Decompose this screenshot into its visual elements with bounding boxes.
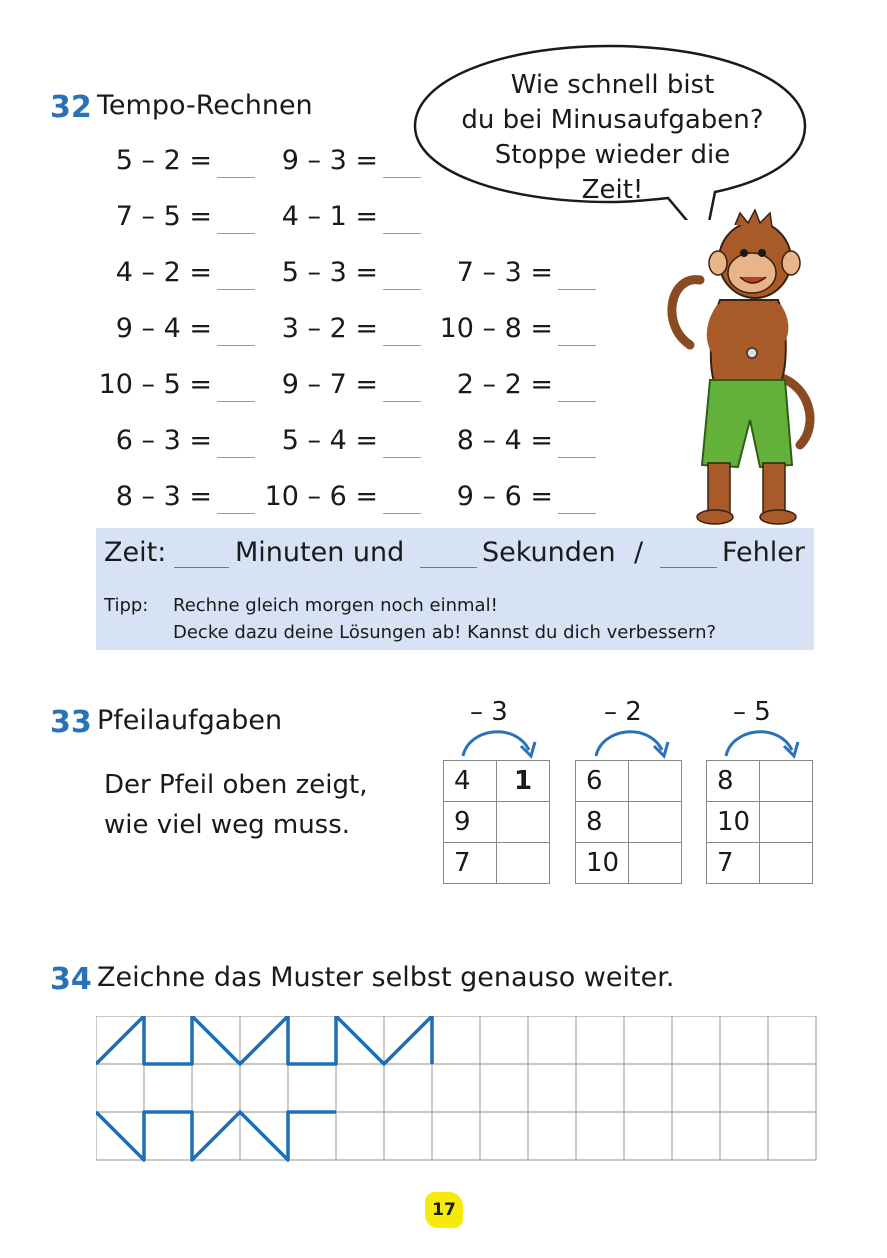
equation: 4 – 2 = (115, 257, 212, 288)
equation: 9 – 3 = (281, 145, 378, 176)
task-33-title: Pfeilaufgaben (97, 705, 283, 736)
pattern-row-1 (96, 1016, 432, 1064)
equation: 2 – 2 = (456, 369, 553, 400)
errors-blank[interactable] (660, 566, 717, 568)
equation: 10 – 6 = (264, 481, 378, 512)
equation: 3 – 2 = (281, 313, 378, 344)
answer-cell[interactable] (760, 802, 813, 843)
table-cell: 6 (576, 761, 629, 802)
answer-blank[interactable] (217, 176, 255, 178)
operator-label-1: – 3 (470, 697, 508, 727)
bubble-line-3: Stoppe wieder die (494, 140, 731, 170)
arrow-icon (455, 722, 545, 760)
answer-blank[interactable] (217, 344, 255, 346)
answer-cell[interactable] (760, 761, 813, 802)
answer-cell[interactable] (497, 802, 550, 843)
answer-blank[interactable] (217, 456, 255, 458)
table-cell: 4 (444, 761, 497, 802)
answer-blank[interactable] (383, 512, 421, 514)
answer-blank[interactable] (558, 456, 596, 458)
operator-label-3: – 5 (733, 697, 771, 727)
bubble-line-4: Zeit! (581, 175, 644, 205)
answer-blank[interactable] (383, 400, 421, 402)
bubble-line-1: Wie schnell bist (510, 70, 715, 100)
speech-bubble-text (430, 68, 795, 208)
answer-cell[interactable] (629, 761, 682, 802)
task-32-number: 32 (50, 90, 92, 125)
arrow-table-3 (706, 760, 813, 884)
equation: 8 – 3 = (115, 481, 212, 512)
arrow-icon (718, 722, 808, 760)
answer-cell[interactable] (629, 843, 682, 884)
table-cell: 10 (576, 843, 629, 884)
answer-cell[interactable]: 1 (497, 761, 550, 802)
equation: 5 – 4 = (281, 425, 378, 456)
answer-blank[interactable] (383, 456, 421, 458)
answer-blank[interactable] (217, 512, 255, 514)
answer-blank[interactable] (383, 232, 421, 234)
answer-cell[interactable] (497, 843, 550, 884)
equation: 6 – 3 = (115, 425, 212, 456)
answer-blank[interactable] (383, 288, 421, 290)
minuten-label: Minuten und (235, 537, 405, 568)
table-cell: 7 (444, 843, 497, 884)
answer-blank[interactable] (558, 400, 596, 402)
answer-blank[interactable] (217, 288, 255, 290)
equation: 10 – 8 = (439, 313, 553, 344)
arrow-icon (588, 722, 678, 760)
equation: 7 – 5 = (115, 201, 212, 232)
slash: / (634, 537, 644, 568)
answer-blank[interactable] (217, 400, 255, 402)
zeit-label: Zeit: (104, 537, 167, 568)
sekunden-label: Sekunden (482, 537, 616, 568)
equation: 5 – 2 = (115, 145, 212, 176)
equation: 10 – 5 = (98, 369, 212, 400)
equation: 9 – 6 = (456, 481, 553, 512)
answer-cell[interactable] (629, 802, 682, 843)
pattern-row-2 (96, 1112, 336, 1160)
equation: 8 – 4 = (456, 425, 553, 456)
tipp-line-2: Decke dazu deine Lösungen ab! Kannst du dich verbessern? (173, 622, 717, 643)
equation: 7 – 3 = (456, 257, 553, 288)
task-34-title: Zeichne das Muster selbst genauso weiter. (97, 962, 675, 993)
arrow-table-2 (575, 760, 682, 884)
answer-blank[interactable] (558, 344, 596, 346)
equation: 5 – 3 = (281, 257, 378, 288)
table-cell: 7 (707, 843, 760, 884)
fehler-label: Fehler (722, 537, 805, 568)
equation: 9 – 7 = (281, 369, 378, 400)
task-33-description (104, 765, 368, 845)
pattern-grid[interactable] (96, 1016, 817, 1162)
description-line-1: Der Pfeil oben zeigt, (104, 770, 368, 800)
tipp-line-1: Rechne gleich morgen noch einmal! (173, 595, 498, 616)
seconds-blank[interactable] (420, 566, 477, 568)
task-32-title: Tempo-Rechnen (97, 90, 313, 121)
description-line-2: wie viel weg muss. (104, 810, 351, 840)
task-34-number: 34 (50, 962, 92, 997)
answer-blank[interactable] (558, 288, 596, 290)
table-cell: 8 (707, 761, 760, 802)
table-cell: 9 (444, 802, 497, 843)
tipp-label: Tipp: (104, 595, 149, 616)
answer-cell[interactable] (760, 843, 813, 884)
bubble-line-2: du bei Minusaufgaben? (461, 105, 764, 135)
task-33-number: 33 (50, 705, 92, 740)
answer-blank[interactable] (558, 512, 596, 514)
page-number: 17 (425, 1192, 463, 1228)
table-cell: 10 (707, 802, 760, 843)
equation: 9 – 4 = (115, 313, 212, 344)
equation: 4 – 1 = (281, 201, 378, 232)
answer-blank[interactable] (217, 232, 255, 234)
answer-blank[interactable] (383, 344, 421, 346)
monkey-illustration (660, 205, 820, 530)
arrow-table-1 (443, 760, 550, 884)
minutes-blank[interactable] (174, 566, 229, 568)
table-cell: 8 (576, 802, 629, 843)
operator-label-2: – 2 (604, 697, 642, 727)
